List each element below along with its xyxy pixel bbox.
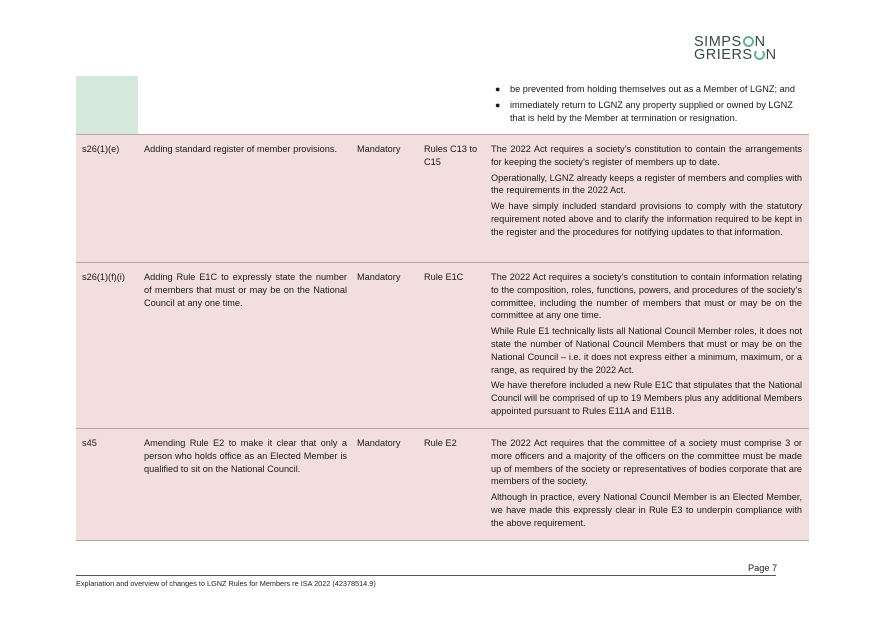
table-row: [76, 135, 809, 263]
rule-cell: Rules C13 to C15: [424, 144, 478, 167]
section-cell: s26(1)(e): [82, 144, 120, 154]
logo-arc-icon: [754, 49, 765, 60]
footer-text: Explanation and overview of changes to LGNZ Rules for Members re ISA 2022 (42378514.9): [76, 579, 376, 588]
page-number: Page 7: [748, 563, 778, 573]
list-item: ● immediately return to LGNZ any property supplied or owned by LGNZ that is held by the Member at termination or resignation.: [491, 99, 802, 125]
comment-cell: The 2022 Act requires a society’s constitution to contain information relating to the composition, roles, functions, powers, and procedures of the society’s committee, including the number of members that must or may be on the committee at any one time. While Rule E1 technically lists all National Council Member roles, it does not state the number of National Council Members that must or may be on the National Council – i.e. it does not express either a minimum, maximum, or a range, as required by the 2022 Act. We have therefore included a new Rule E1C that stipulates that the National Council will be comprised of up to 19 Members plus any additional Members appointed pursuant to Rules E11A and E11B.: [491, 272, 802, 416]
change-cell: Amending Rule E2 to make it clear that only a person who holds office as an Elected Member is qualified to sit on the National Council.: [144, 438, 347, 474]
comment-cell: The 2022 Act requires that the committee of a society must comprise 3 or more officers and a majority of the officers on the committee must be made up of members of the society or representatives of bodies corporate that are members of the society. Although in practice, every National Council Member is an Elected Member, we have made this expressly clear in Rule E3 to underpin compliance with the above requirement.: [491, 438, 802, 528]
table-row: [76, 76, 809, 135]
comment-cell: The 2022 Act requires a society’s constitution to contain the arrangements for keeping the society’s register of members up to date. Operationally, LGNZ already keeps a register of members and complies with the requirements in the 2022 Act. We have simply included standard provisions to comply with the statutory requirement noted above and to clarify the information required to be kept in the register and the procedures for notifying updates to that information.: [491, 144, 802, 237]
table-row: [76, 429, 809, 541]
rule-cell: Rule E1C: [424, 272, 464, 282]
section-cell: [76, 76, 138, 134]
logo-ring-icon: [743, 36, 754, 47]
status-cell: [353, 76, 424, 134]
bullet-icon: ●: [495, 99, 501, 110]
section-cell: s45: [82, 438, 97, 448]
status-cell: Mandatory: [357, 438, 401, 448]
comment-cell: [486, 76, 808, 134]
section-cell: s26(1)(f)(i): [82, 272, 125, 282]
status-cell: Mandatory: [357, 272, 401, 282]
change-cell: Adding Rule E1C to expressly state the number of members that must or may be on the National Council at any one time.: [144, 272, 347, 308]
status-cell: Mandatory: [357, 144, 401, 154]
changes-table: [76, 76, 809, 541]
change-cell: Adding standard register of member provisions.: [144, 144, 338, 154]
footer-divider: [76, 575, 776, 576]
table-row: [76, 263, 809, 429]
rule-cell: [424, 76, 486, 134]
rule-cell: Rule E2: [424, 438, 457, 448]
bullet-icon: ●: [495, 84, 501, 94]
list-item: ● be prevented from holding themselves out as a Member of LGNZ; and: [491, 83, 802, 96]
change-cell: [138, 76, 353, 134]
simpson-grierson-logo: SIMPS N GRIERS N: [694, 34, 777, 63]
